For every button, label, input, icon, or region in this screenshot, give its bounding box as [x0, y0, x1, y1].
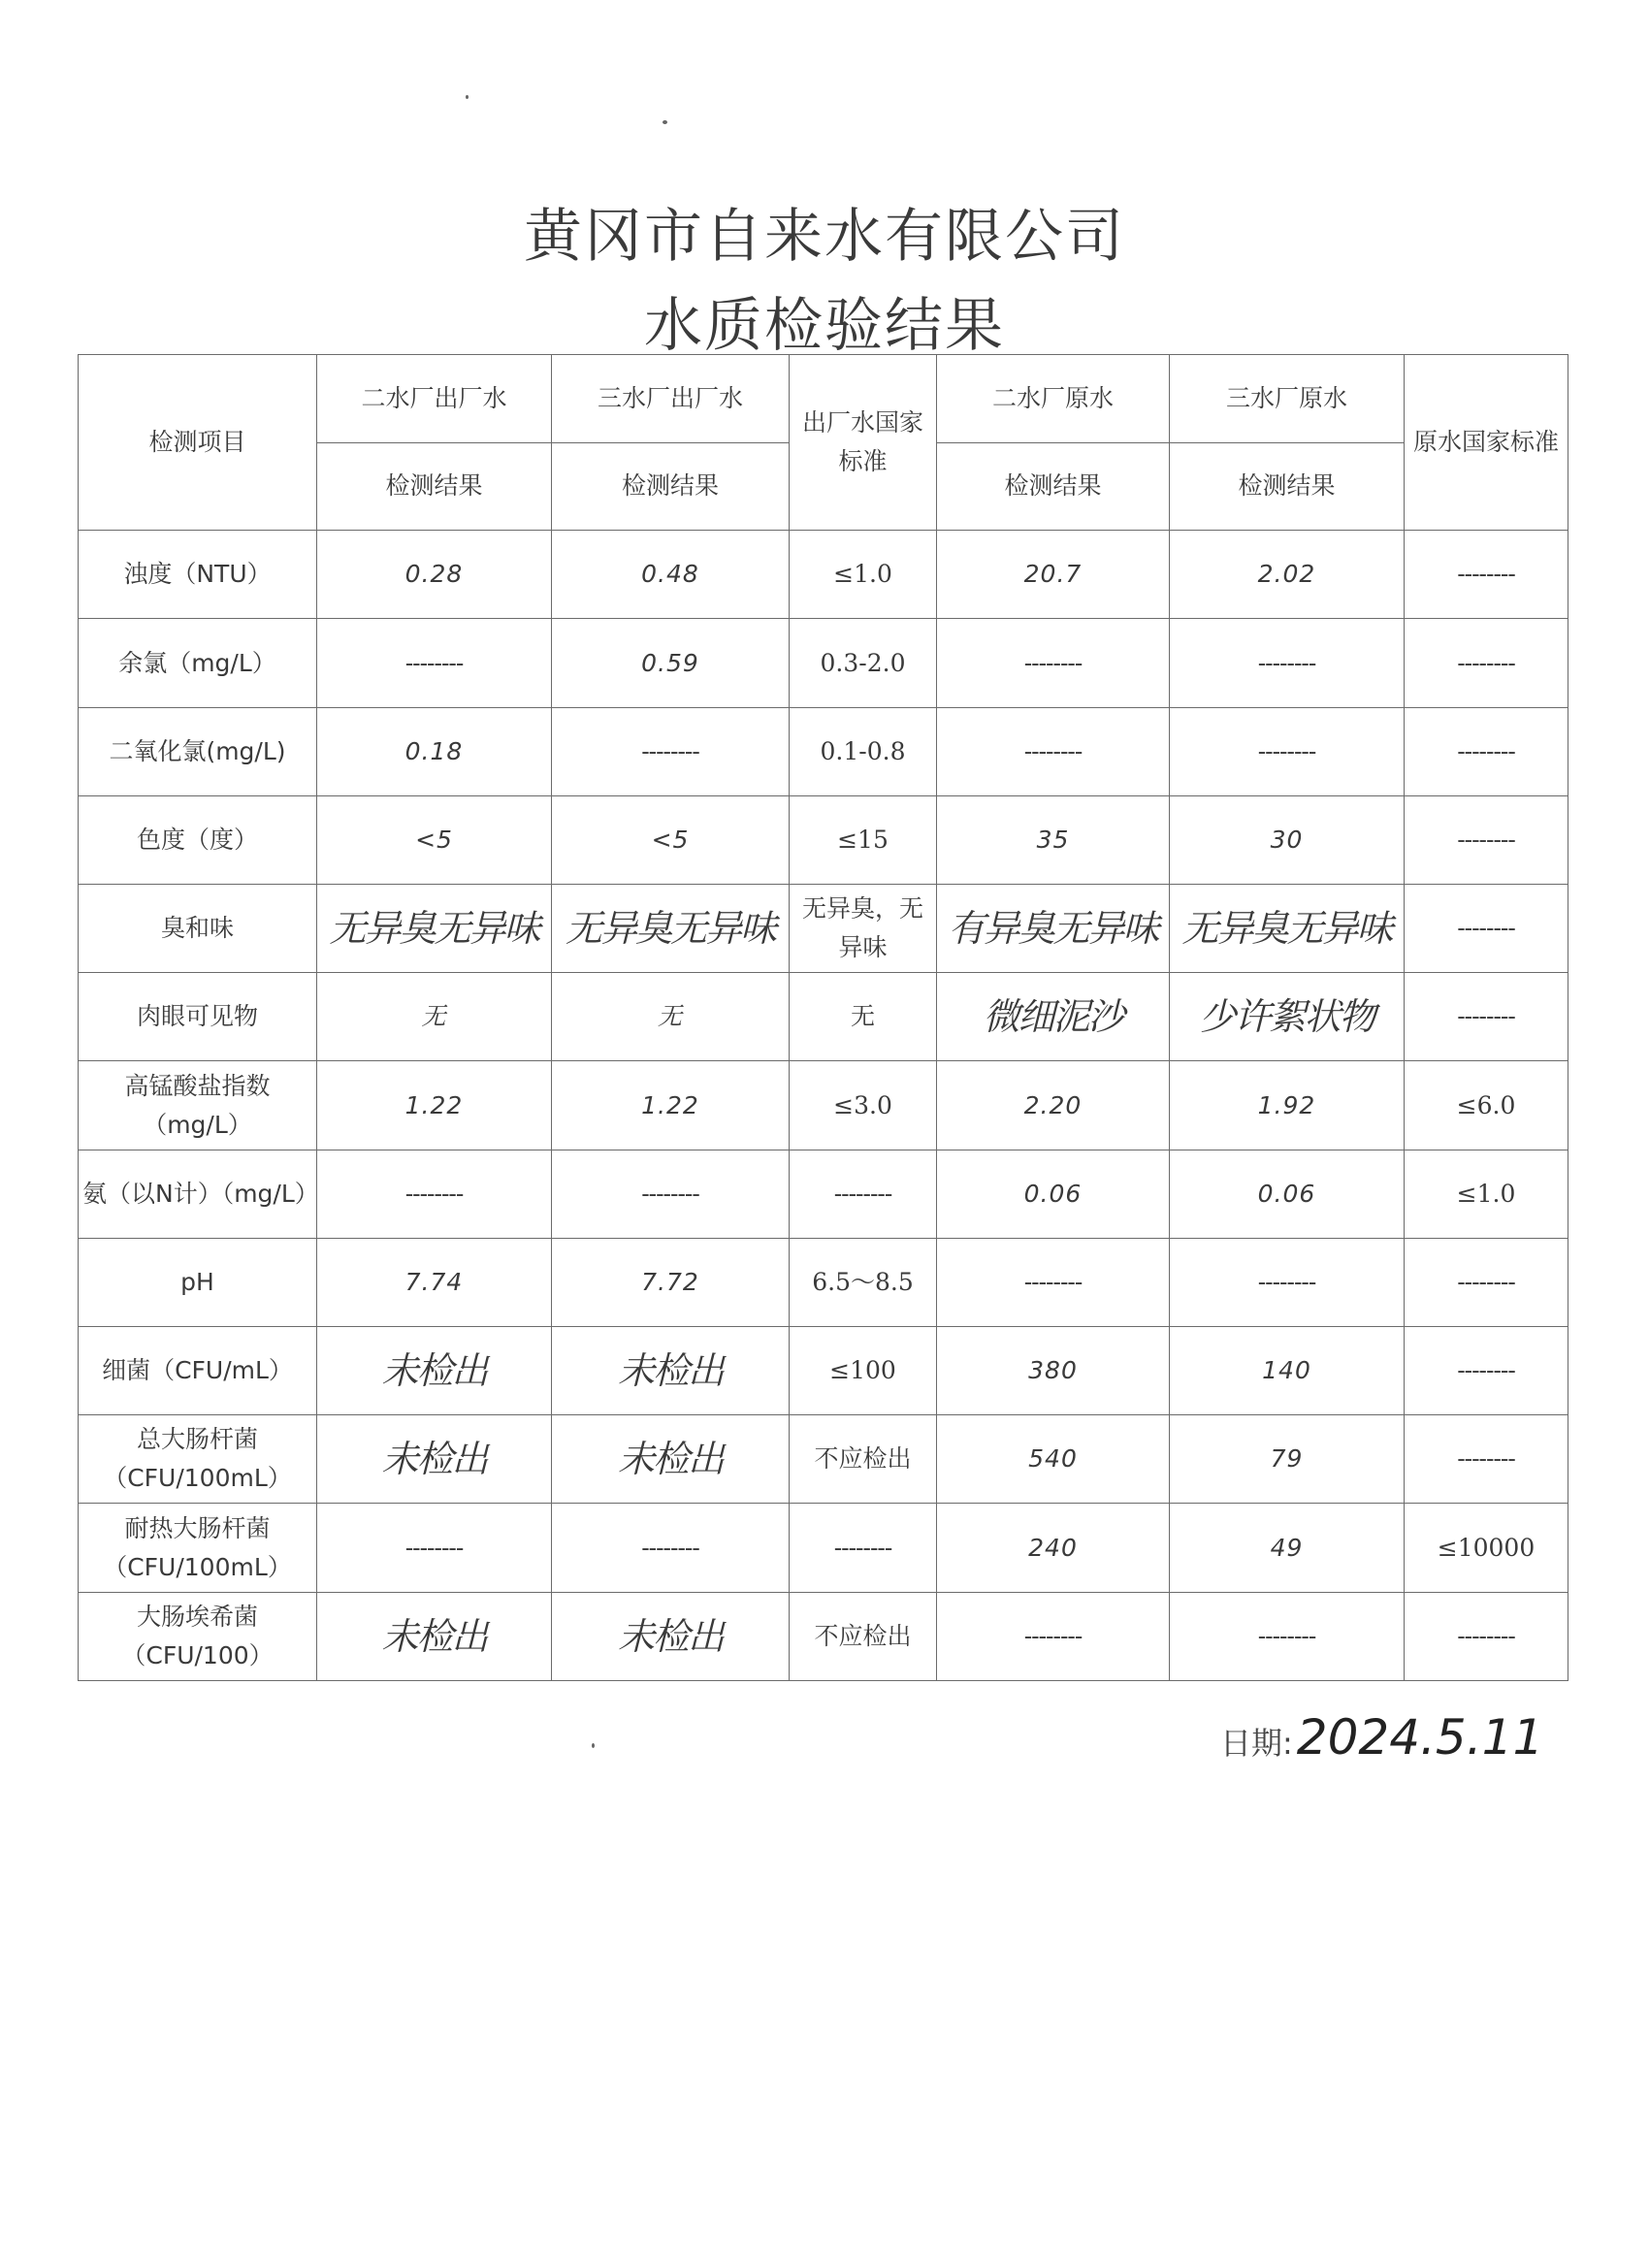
date-line — [1220, 1709, 1543, 1766]
cell-c2: -------- — [552, 1150, 790, 1238]
cell-item: pH — [79, 1238, 317, 1326]
header-col4: 三水厂原水 — [1170, 355, 1405, 443]
table-row — [79, 1327, 1568, 1415]
table-row — [79, 973, 1568, 1061]
header-col1: 二水厂出厂水 — [317, 355, 552, 443]
cell-c3: 有异臭无异味 — [937, 885, 1170, 973]
table-row — [79, 1061, 1568, 1150]
cell-c3: -------- — [937, 1238, 1170, 1326]
cell-c2: 无 — [552, 973, 790, 1061]
cell-c1: 7.74 — [317, 1238, 552, 1326]
cell-c4: 140 — [1170, 1327, 1405, 1415]
cell-c4: -------- — [1170, 1238, 1405, 1326]
cell-s1: ≤100 — [790, 1327, 937, 1415]
scan-speck — [592, 1743, 595, 1748]
cell-c4: 少许絮状物 — [1170, 973, 1405, 1061]
date-label: 日期: — [1220, 1725, 1293, 1762]
cell-c3: 380 — [937, 1327, 1170, 1415]
table-row — [79, 619, 1568, 707]
header-col3: 二水厂原水 — [937, 355, 1170, 443]
cell-s2: -------- — [1405, 795, 1568, 884]
cell-c2: 0.59 — [552, 619, 790, 707]
cell-s1: 0.3-2.0 — [790, 619, 937, 707]
cell-item: 耐热大肠杆菌（CFU/100mL） — [79, 1504, 317, 1592]
cell-c2: 无异臭无异味 — [552, 885, 790, 973]
cell-c2: 7.72 — [552, 1238, 790, 1326]
subheader-col2: 检测结果 — [552, 442, 790, 531]
cell-item: 氨（以N计）（mg/L） — [79, 1150, 317, 1238]
cell-s2: -------- — [1405, 885, 1568, 973]
cell-c1: 未检出 — [317, 1327, 552, 1415]
header-row — [79, 355, 1568, 443]
cell-c2: -------- — [552, 707, 790, 795]
cell-c3: 20.7 — [937, 531, 1170, 619]
cell-c4: -------- — [1170, 1592, 1405, 1680]
subheader-col3: 检测结果 — [937, 442, 1170, 531]
date-value: 2024.5.11 — [1296, 1709, 1544, 1766]
cell-c3: 540 — [937, 1415, 1170, 1504]
cell-s2: -------- — [1405, 973, 1568, 1061]
cell-s1: -------- — [790, 1504, 937, 1592]
cell-c1: -------- — [317, 1504, 552, 1592]
results-body — [79, 531, 1568, 1681]
cell-c1: <5 — [317, 795, 552, 884]
cell-c4: 无异臭无异味 — [1170, 885, 1405, 973]
cell-s1: 0.1-0.8 — [790, 707, 937, 795]
cell-s1: ≤3.0 — [790, 1061, 937, 1150]
header-std1: 出厂水国家标准 — [790, 355, 937, 531]
cell-s2: -------- — [1405, 707, 1568, 795]
cell-c2: 未检出 — [552, 1592, 790, 1680]
cell-c1: -------- — [317, 1150, 552, 1238]
cell-c2: 未检出 — [552, 1415, 790, 1504]
cell-s2: ≤1.0 — [1405, 1150, 1568, 1238]
document-subtitle: 水质检验结果 — [644, 292, 1005, 360]
cell-c2: -------- — [552, 1504, 790, 1592]
cell-c3: 微细泥沙 — [937, 973, 1170, 1061]
header-std2: 原水国家标准 — [1405, 355, 1568, 531]
cell-c4: 49 — [1170, 1504, 1405, 1592]
table-row — [79, 795, 1568, 884]
cell-c4: -------- — [1170, 707, 1405, 795]
cell-c2: 1.22 — [552, 1061, 790, 1150]
table-row — [79, 1504, 1568, 1592]
cell-s1: ≤1.0 — [790, 531, 937, 619]
cell-c3: 240 — [937, 1504, 1170, 1592]
cell-s2: -------- — [1405, 1415, 1568, 1504]
cell-c4: 30 — [1170, 795, 1405, 884]
cell-s1: 无异臭，无异味 — [790, 885, 937, 973]
cell-c1: -------- — [317, 619, 552, 707]
cell-c1: 0.28 — [317, 531, 552, 619]
cell-item: 肉眼可见物 — [79, 973, 317, 1061]
cell-c4: 1.92 — [1170, 1061, 1405, 1150]
cell-s2: -------- — [1405, 1327, 1568, 1415]
cell-c1: 无异臭无异味 — [317, 885, 552, 973]
cell-c3: 2.20 — [937, 1061, 1170, 1150]
cell-s1: 不应检出 — [790, 1415, 937, 1504]
cell-s2: ≤10000 — [1405, 1504, 1568, 1592]
cell-item: 臭和味 — [79, 885, 317, 973]
document-title: 黄冈市自来水有限公司 — [524, 203, 1125, 271]
scan-speck — [466, 95, 469, 99]
cell-item: 二氧化氯(mg/L) — [79, 707, 317, 795]
subheader-col1: 检测结果 — [317, 442, 552, 531]
header-col2: 三水厂出厂水 — [552, 355, 790, 443]
cell-c4: 2.02 — [1170, 531, 1405, 619]
cell-c4: 0.06 — [1170, 1150, 1405, 1238]
cell-s1: 6.5～8.5 — [790, 1238, 937, 1326]
cell-s1: -------- — [790, 1150, 937, 1238]
cell-c3: 35 — [937, 795, 1170, 884]
cell-item: 大肠埃希菌（CFU/100） — [79, 1592, 317, 1680]
cell-c1: 无 — [317, 973, 552, 1061]
cell-s2: -------- — [1405, 1238, 1568, 1326]
cell-s1: 无 — [790, 973, 937, 1061]
cell-c1: 未检出 — [317, 1592, 552, 1680]
subheader-col4: 检测结果 — [1170, 442, 1405, 531]
cell-s2: -------- — [1405, 1592, 1568, 1680]
cell-c2: 未检出 — [552, 1327, 790, 1415]
cell-c1: 0.18 — [317, 707, 552, 795]
cell-s1: 不应检出 — [790, 1592, 937, 1680]
cell-item: 细菌（CFU/mL） — [79, 1327, 317, 1415]
table-row — [79, 1592, 1568, 1680]
cell-c2: 0.48 — [552, 531, 790, 619]
cell-item: 总大肠杆菌（CFU/100mL） — [79, 1415, 317, 1504]
cell-item: 浊度（NTU） — [79, 531, 317, 619]
table-row — [79, 885, 1568, 973]
table-row — [79, 1150, 1568, 1238]
cell-item: 色度（度） — [79, 795, 317, 884]
cell-c3: 0.06 — [937, 1150, 1170, 1238]
header-item: 检测项目 — [79, 355, 317, 531]
table-row — [79, 707, 1568, 795]
table-row — [79, 1415, 1568, 1504]
cell-c4: 79 — [1170, 1415, 1405, 1504]
scan-speck — [663, 120, 667, 124]
cell-c3: -------- — [937, 619, 1170, 707]
cell-c3: -------- — [937, 1592, 1170, 1680]
cell-s2: -------- — [1405, 619, 1568, 707]
table-row — [79, 1238, 1568, 1326]
cell-c1: 1.22 — [317, 1061, 552, 1150]
table-row — [79, 531, 1568, 619]
cell-item: 高锰酸盐指数（mg/L） — [79, 1061, 317, 1150]
cell-s1: ≤15 — [790, 795, 937, 884]
cell-s2: -------- — [1405, 531, 1568, 619]
cell-c4: -------- — [1170, 619, 1405, 707]
cell-s2: ≤6.0 — [1405, 1061, 1568, 1150]
results-table — [78, 354, 1568, 1681]
cell-c3: -------- — [937, 707, 1170, 795]
cell-c1: 未检出 — [317, 1415, 552, 1504]
cell-item: 余氯（mg/L） — [79, 619, 317, 707]
cell-c2: <5 — [552, 795, 790, 884]
